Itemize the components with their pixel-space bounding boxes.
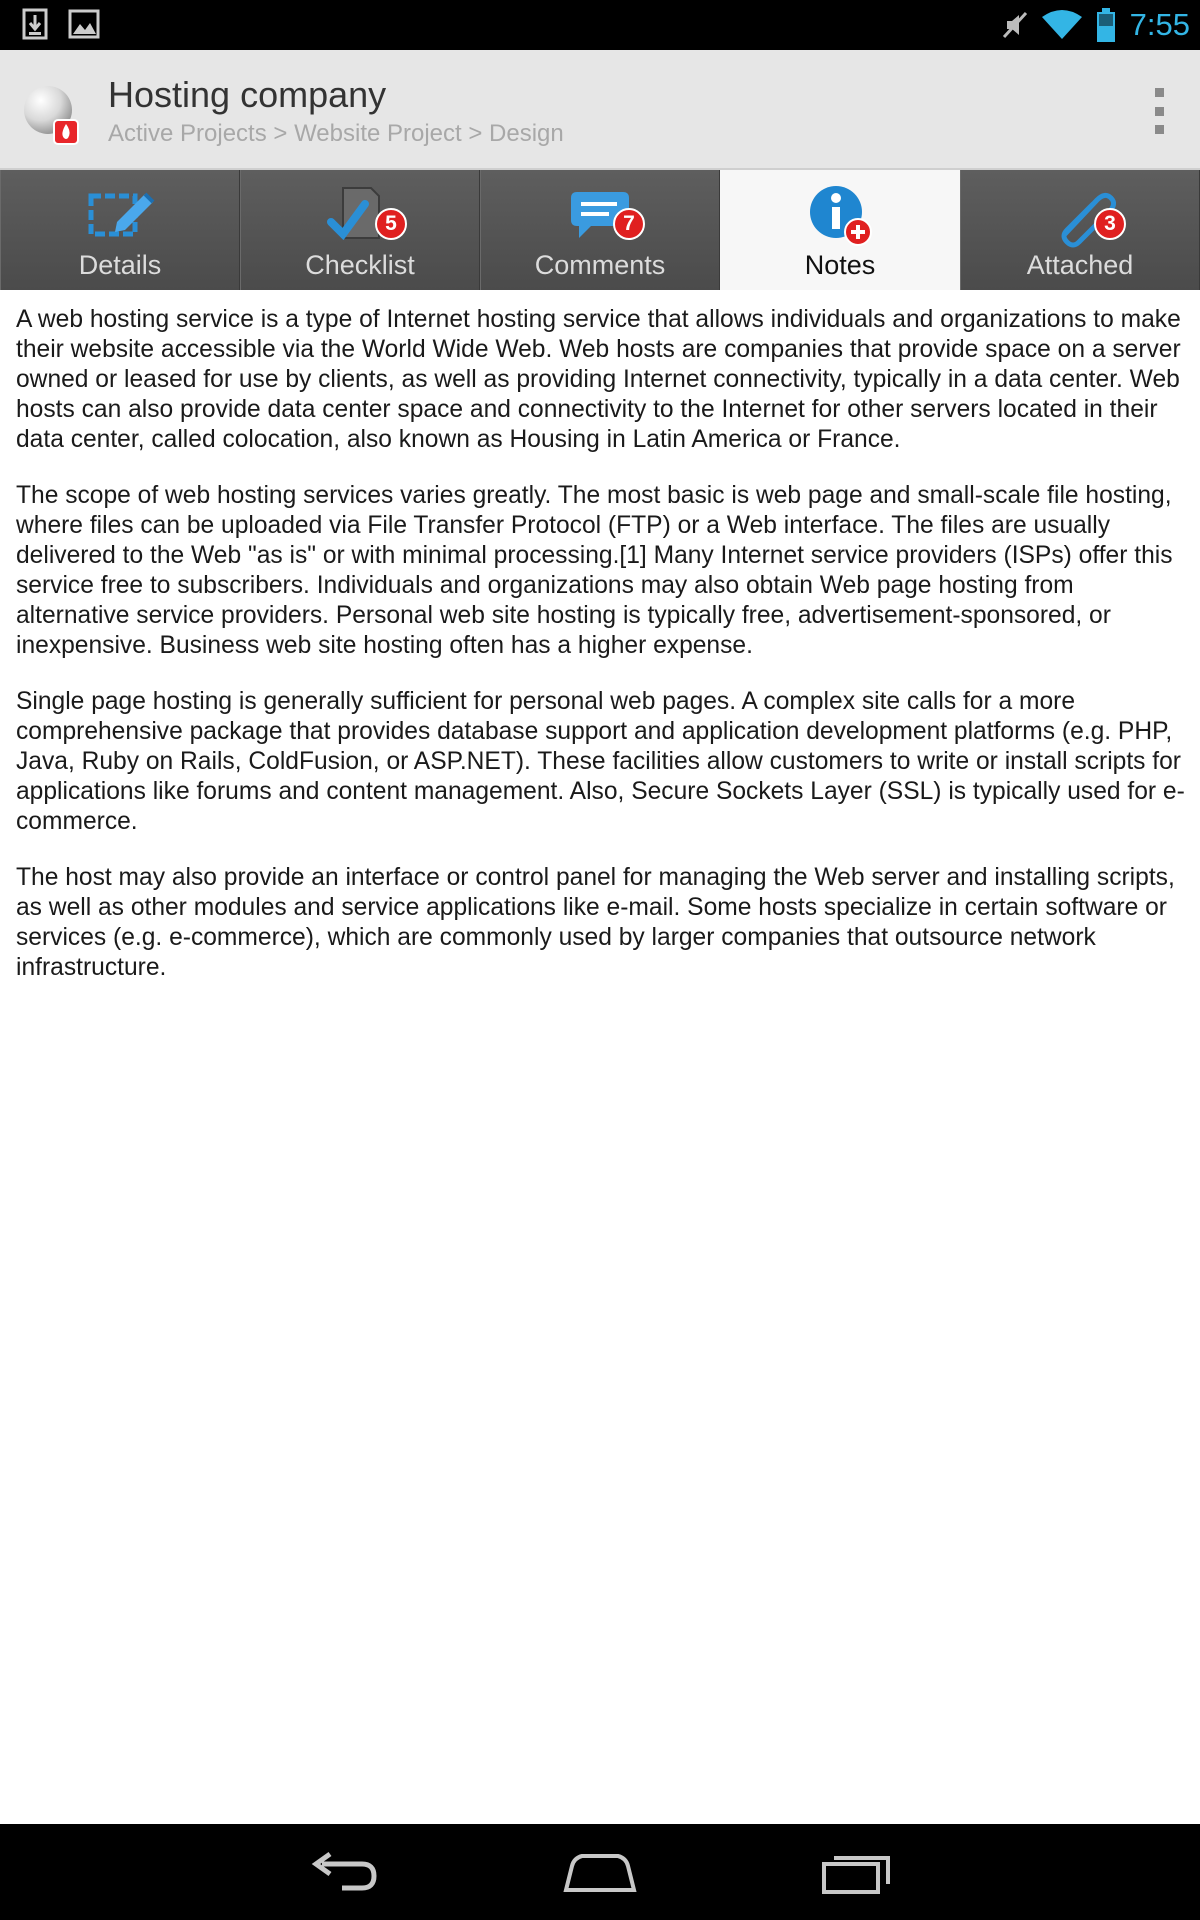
- notes-paragraph: The scope of web hosting services varies greatly. The most basic is web page and small-scale file hosting, where files can be uploaded via File Transfer Protocol (FTP) or a Web interface. The files are usually delivered to the Web "as is" or with minimal processing.[1] Many Internet service providers (ISPs) offer this service free to subscribers. Individuals and organizations may also obtain Web page hosting from alternative service providers. Personal web site hosting is typically free, advertisement-sponsored, or inexpensive. Business web site hosting often has a higher expense.: [16, 482, 1173, 659]
- download-icon: [22, 8, 50, 40]
- tab-comments-label: Comments: [534, 250, 666, 280]
- tab-details[interactable]: [0, 170, 240, 290]
- recent-apps-icon[interactable]: [818, 1846, 898, 1898]
- notes-paragraph: The host may also provide an interface or control panel for managing the Web server and installing scripts, as well as other modules and service applications like e-mail. Some hosts specialize in certain software or services (e.g. e-commerce), which are commonly used by larger companies that outsource network infrastructure.: [16, 864, 1175, 981]
- status-time: 7:55: [1129, 7, 1190, 42]
- tab-attached-label: Attached: [1026, 250, 1134, 280]
- tab-notes[interactable]: [720, 170, 960, 290]
- notes-paragraph: Single page hosting is generally sufficient for personal web pages. A complex site calls for a more comprehensive package that provides database support and application development platforms (e.g. PHP, Java, Ruby on Rails, ColdFusion, or ASP.NET). These facilities allow customers to write or install scripts for applications like forums and content management. Also, Secure Sockets Layer (SSL) is typically used for e-commerce.: [16, 688, 1185, 835]
- breadcrumb[interactable]: Active Projects > Website Project > Design: [108, 120, 564, 147]
- pencil-icon: [81, 182, 161, 250]
- action-bar: [0, 50, 1200, 170]
- app-icon[interactable]: [22, 84, 84, 146]
- status-bar: [0, 0, 1200, 50]
- attached-badge: 3: [1094, 208, 1126, 240]
- tab-details-label: Details: [78, 250, 162, 280]
- back-icon[interactable]: [304, 1846, 384, 1898]
- battery-icon: [1096, 8, 1116, 42]
- dot-icon: [1155, 125, 1164, 134]
- checklist-badge: 5: [375, 208, 407, 240]
- page-title: Hosting company: [108, 74, 387, 115]
- notes-content: [16, 305, 1186, 1009]
- notes-paragraph: A web hosting service is a type of Internet hosting service that allows individuals and organizations to make their website accessible via the World Wide Web. Web hosts are companies that provide space on a server owned or leased for use by clients, as well as providing Internet connectivity, typically in a data center. Web hosts can also provide data center space and connectivity to the Internet for other servers located in their data center, called colocation, also known as Housing in Latin America or France.: [16, 306, 1181, 453]
- home-icon[interactable]: [560, 1846, 640, 1898]
- tab-checklist[interactable]: [240, 170, 480, 290]
- tab-bar: [0, 170, 1200, 290]
- overflow-menu-button[interactable]: [1152, 88, 1166, 134]
- mute-icon: [1002, 9, 1028, 41]
- dot-icon: [1155, 88, 1164, 97]
- dot-icon: [1155, 107, 1164, 116]
- image-icon: [68, 8, 100, 40]
- comments-badge: 7: [613, 208, 645, 240]
- wifi-icon: [1042, 9, 1082, 41]
- tab-notes-label: Notes: [804, 250, 876, 280]
- info-icon: [800, 182, 880, 250]
- navigation-bar: [0, 1824, 1200, 1920]
- tab-comments[interactable]: [480, 170, 720, 290]
- tab-attached[interactable]: [960, 170, 1200, 290]
- tab-checklist-label: Checklist: [305, 250, 415, 280]
